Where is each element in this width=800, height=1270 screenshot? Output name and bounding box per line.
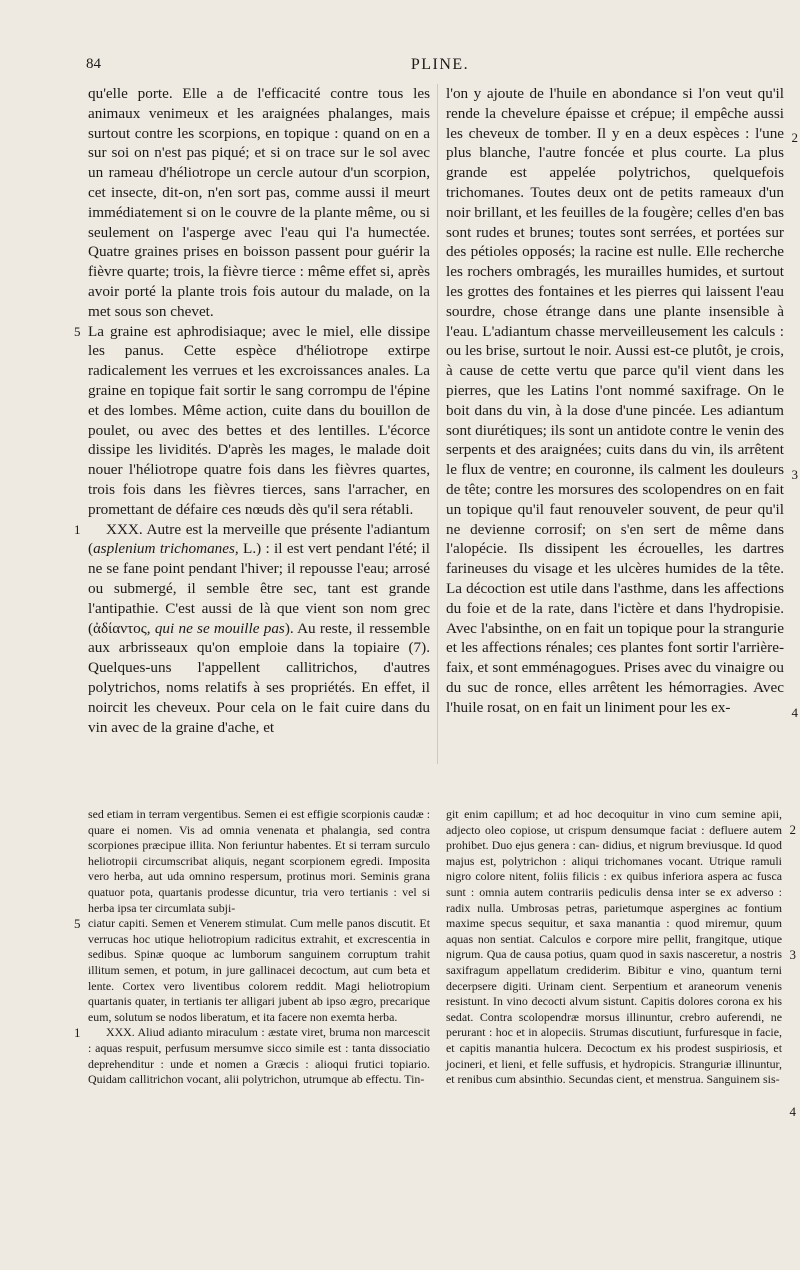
- paragraph-text: est utile dans l'asthme, dans les affections du foie et de la rate, dans l'ictère et dans l'hydropisie. Avec l'absinthe, on en fait un topique pour la strangurie et les affections rénales; ces plantes font sortir l'arrière-faix, et sont emménagogues. Prises avec du vinaigre ou du suc de ronce, elles arrêtent les hémorragies. Avec l'huile rosat, on en fait un liniment pour les ex-: [446, 579, 784, 716]
- section-number: 3: [791, 467, 798, 482]
- section-number: 2: [789, 822, 796, 837]
- section-number: 5: [74, 323, 81, 339]
- paragraph-text: sed etiam in terram vergentibus. Semen ei est effigie scorpionis caudæ : quare ei nomen. Vis ad omnia venenata et phalangia, sed contra scorpiones præcipue illita. Non feriuntur habentes. Et si terram surculo heliotropii circumscribat aliquis, negant scorpionem egredi. Imposita vero herba, aut uda omnino respersum, protinus mori. Seminis grana quatuor pota, quartanis prodesse dicuntur, tria vero tertianis : vel si herba ipsa ter circumlata subji-: [88, 807, 430, 915]
- section-number: 4: [791, 705, 798, 720]
- page-header: [0, 56, 800, 80]
- paragraph-text: his prodest suspiriosis, et jocineri, et lieni, et felle suffusis, et hydropicis. Stranguriæ illinuntur, et renibus cum absinthio. Secundas cient, et menstrua. Sanguinem sis-: [446, 1040, 783, 1087]
- section-number: 3: [789, 947, 796, 962]
- paragraph-text: ). Au reste, il ressemble aux arbrisseaux qu'on emploie dans la topiaire (7). Quelques-uns l'appellent callitrichos, d'autres polytrichos, noms relatifs à ses propriétés. En effet, il noircit les cheveux. Pour cela on le fait cuire dans du vin avec de la graine d'ache, et: [88, 619, 430, 736]
- paragraph-text: git enim capillum; et ad hoc decoquitur in vino cum semine apii, adjecto oleo copiose, ut crispum densumque faciat : defluere autem prohibet. Duo ejus genera : can-: [446, 807, 782, 853]
- paragraph-text: l'on y ajoute de l'huile en abondance si l'on veut qu'il rende la chevelure épaisse et crépue; il empêche aussi les cheveux de tomber.: [446, 85, 784, 142]
- running-title: PLINE.: [410, 56, 470, 73]
- italic-term: asplenium trichomanes: [93, 540, 235, 558]
- section-number: 5: [74, 916, 81, 932]
- paragraph-text: je crois, à cause de cette vertu que parce qu'il vient dans les pierres, que les Latins l'ont nommé saxifrage. On le boit dans du vin, à la dose d'une pincée. Les adiantum sont diurétiques; ils sont un antidote contre le venin des serpents et des araignées; cuits dans du vin, ils arrêtent le flux de ventre; en couronne, ils calment les douleurs de tête; contre les morsures des scolopendres on en fait un topique qu'il faut renouveler souvent, de peur qu'il ne devienne corrosif; on s'en sert de même dans l'alopécie. Ils dissipent les écrouelles, les dartres farineuses du visage et les ulcères humides de la tête. La décoction: [446, 342, 784, 597]
- paragraph-text: Il y en a deux espèces : l'une plus blanche, l'autre foncée et plus courte. La plus grande est appelée polytrichos, quelquefois trichomanes. Toutes deux ont de petits rameaux d'un noir brillant, et les feuilles de la fougère; celles d'en bas sont rudes et brunes; toutes sont serrées, et portées sur des pétioles opposés; la racine est nulle. Elle recherche les rochers ombragés, les murailles humides, et surtout les grottes des fontaines et les pierres qui laissent l'eau sourdre, chose étrange dans une plante insensible à l'eau. L'adiantum chasse merveilleusement les calculs : ou les brise, surtout le noir. Aussi est-ce plutôt,: [446, 124, 785, 360]
- paragraph-text: qu'elle porte. Elle a de l'efficacité contre tous les animaux venimeux et les araignées phalanges, mais surtout contre les scorpions, en topique : quand on en a sur soi on n'est pas piqué; et si on trace sur le sol avec un rameau d'héliotrope un cercle autour d'un scorpion, cet insecte, dit-on, n'en sort pas, comme aussi il meurt immédiatement si on le couvre de la plante même, ou si seulement on l'asperge avec l'eau qui l'a humectée. Quatre graines prises en boisson passent pour guérir la fièvre quarte; trois, la fièvre tierce : même effet si, après avoir porté la plante trois fois autour du malade, on la met sous son chevet.: [88, 85, 430, 320]
- paragraph-text: didius, et nigrum breviusque. Id quod majus est, polytrichon : aliqui trichomanes vocant. Utrique ramuli nigro colore nitent, foliis filicis : ex quibus inferiora aspera ac fusca sunt : omnia autem contrariis pediculis densa inter se ex adverso : radix nulla. Umbrosas petras, parietumque aspergines ac fontium maxime specus sequitur, et saxa manantia : quod miremur, quum aquas non sentiat. Calculos e corpore mire pellit, frangitque, utique nigrum. Qua de causa potius, quam quod in saxis nasceretur, a: [446, 838, 782, 962]
- french-right-paragraph: [446, 580, 784, 716]
- paragraph-text: , L.) : il est vert pendant l'été; il ne se fane point pendant l'hiver; il repousse l'eau; arrosé ou submergé, il semble être sec, tant est grande l'antipathie. C'est aussi de là que vient son nom grec (ἀδίαντος,: [88, 540, 430, 637]
- french-left-paragraph: [88, 84, 430, 322]
- paragraph-text: XXX. Aliud adianto miraculum : æstate viret, bruma non marcescit : aquas respuit, perfusum mersumve sicco simile est : tanta dissociatio deprehenditur : unde et nomen a Græcis : alioqui frutici topiario. Quidam callitrichon vocant, alii polytrichon, utrumque ab effectu. Tin-: [88, 1025, 430, 1087]
- french-right-column: [446, 84, 798, 720]
- page-number: 84: [86, 56, 101, 72]
- french-right-paragraph: [446, 342, 784, 597]
- paragraph-text: nostris saxifragum appellatum crediderim. Bibitur e vino, quantum terni decerpsere digiti. Urinam cient. Serpentium et araneorum venenis resistunt. In vino decocti alvum sistunt. Capitis dolores corona ex his sedat. Contra scolopendræ morsus illinuntur, crebro auferendi, ne perurant : hoc et in alopeciis. Strumas discutiunt, furfuresque in facie, et capitis manantia hulcera. Decoctum ex: [446, 947, 782, 1055]
- latin-right-column: [446, 807, 796, 1119]
- latin-left-column: [74, 807, 430, 1088]
- section-number: 1: [74, 521, 81, 537]
- paragraph-text: La graine est aphrodisiaque; avec le miel, elle dissipe les panus. Cette espèce d'héliotrope extirpe radicalement les verrues et les excroissances anales. La graine en topique fait sortir le sang corrompu de l'épine et des lombes. Même action, cuite dans du bouillon de poulet, ou avec des bettes et des lentilles. L'écorce dissipe les lividités. D'après les mages, le malade doit nouer l'héliotrope quatre fois dans les fièvres quartes, trois fois dans les fièvres tierces, sans l'arracher, en promettant de défaire ces nœuds dès qu'il sera rétabli.: [88, 322, 430, 518]
- latin-left-paragraph: [74, 1025, 430, 1087]
- section-number: 4: [789, 1104, 796, 1119]
- french-left-paragraph: [74, 520, 430, 738]
- paragraph-text: XXX. Autre est la merveille que présente l'adiantum (: [88, 520, 430, 558]
- french-right-paragraph: [446, 125, 784, 360]
- french-left-paragraph: [74, 322, 430, 520]
- latin-left-paragraph: [74, 916, 430, 1025]
- section-number: 2: [791, 130, 798, 145]
- paragraph-text: ciatur capiti. Semen et Venerem stimulat. Cum melle panos discutit. Et verrucas hoc utique heliotropium radicitus extrahit, et excrescentia in sedibus. Spinæ quoque ac lumborum sanguinem corruptum trahit illitum semen, et potum, in jure gallinacei decoctum, aut cum beta et lente. Cortex vero liventibus colorem reddit. Magi heliotropium quartanis quater, in tertianis ter alligari jubent ab ipso ægro, precarique eum, solutum se nodos liberatum, et ita facere non exemta herba.: [88, 916, 430, 1024]
- section-number: 1: [74, 1025, 81, 1041]
- column-divider: [437, 84, 438, 764]
- italic-term: qui ne se mouille pas: [154, 619, 285, 637]
- latin-left-paragraph: [88, 807, 430, 916]
- french-left-column: [74, 84, 430, 737]
